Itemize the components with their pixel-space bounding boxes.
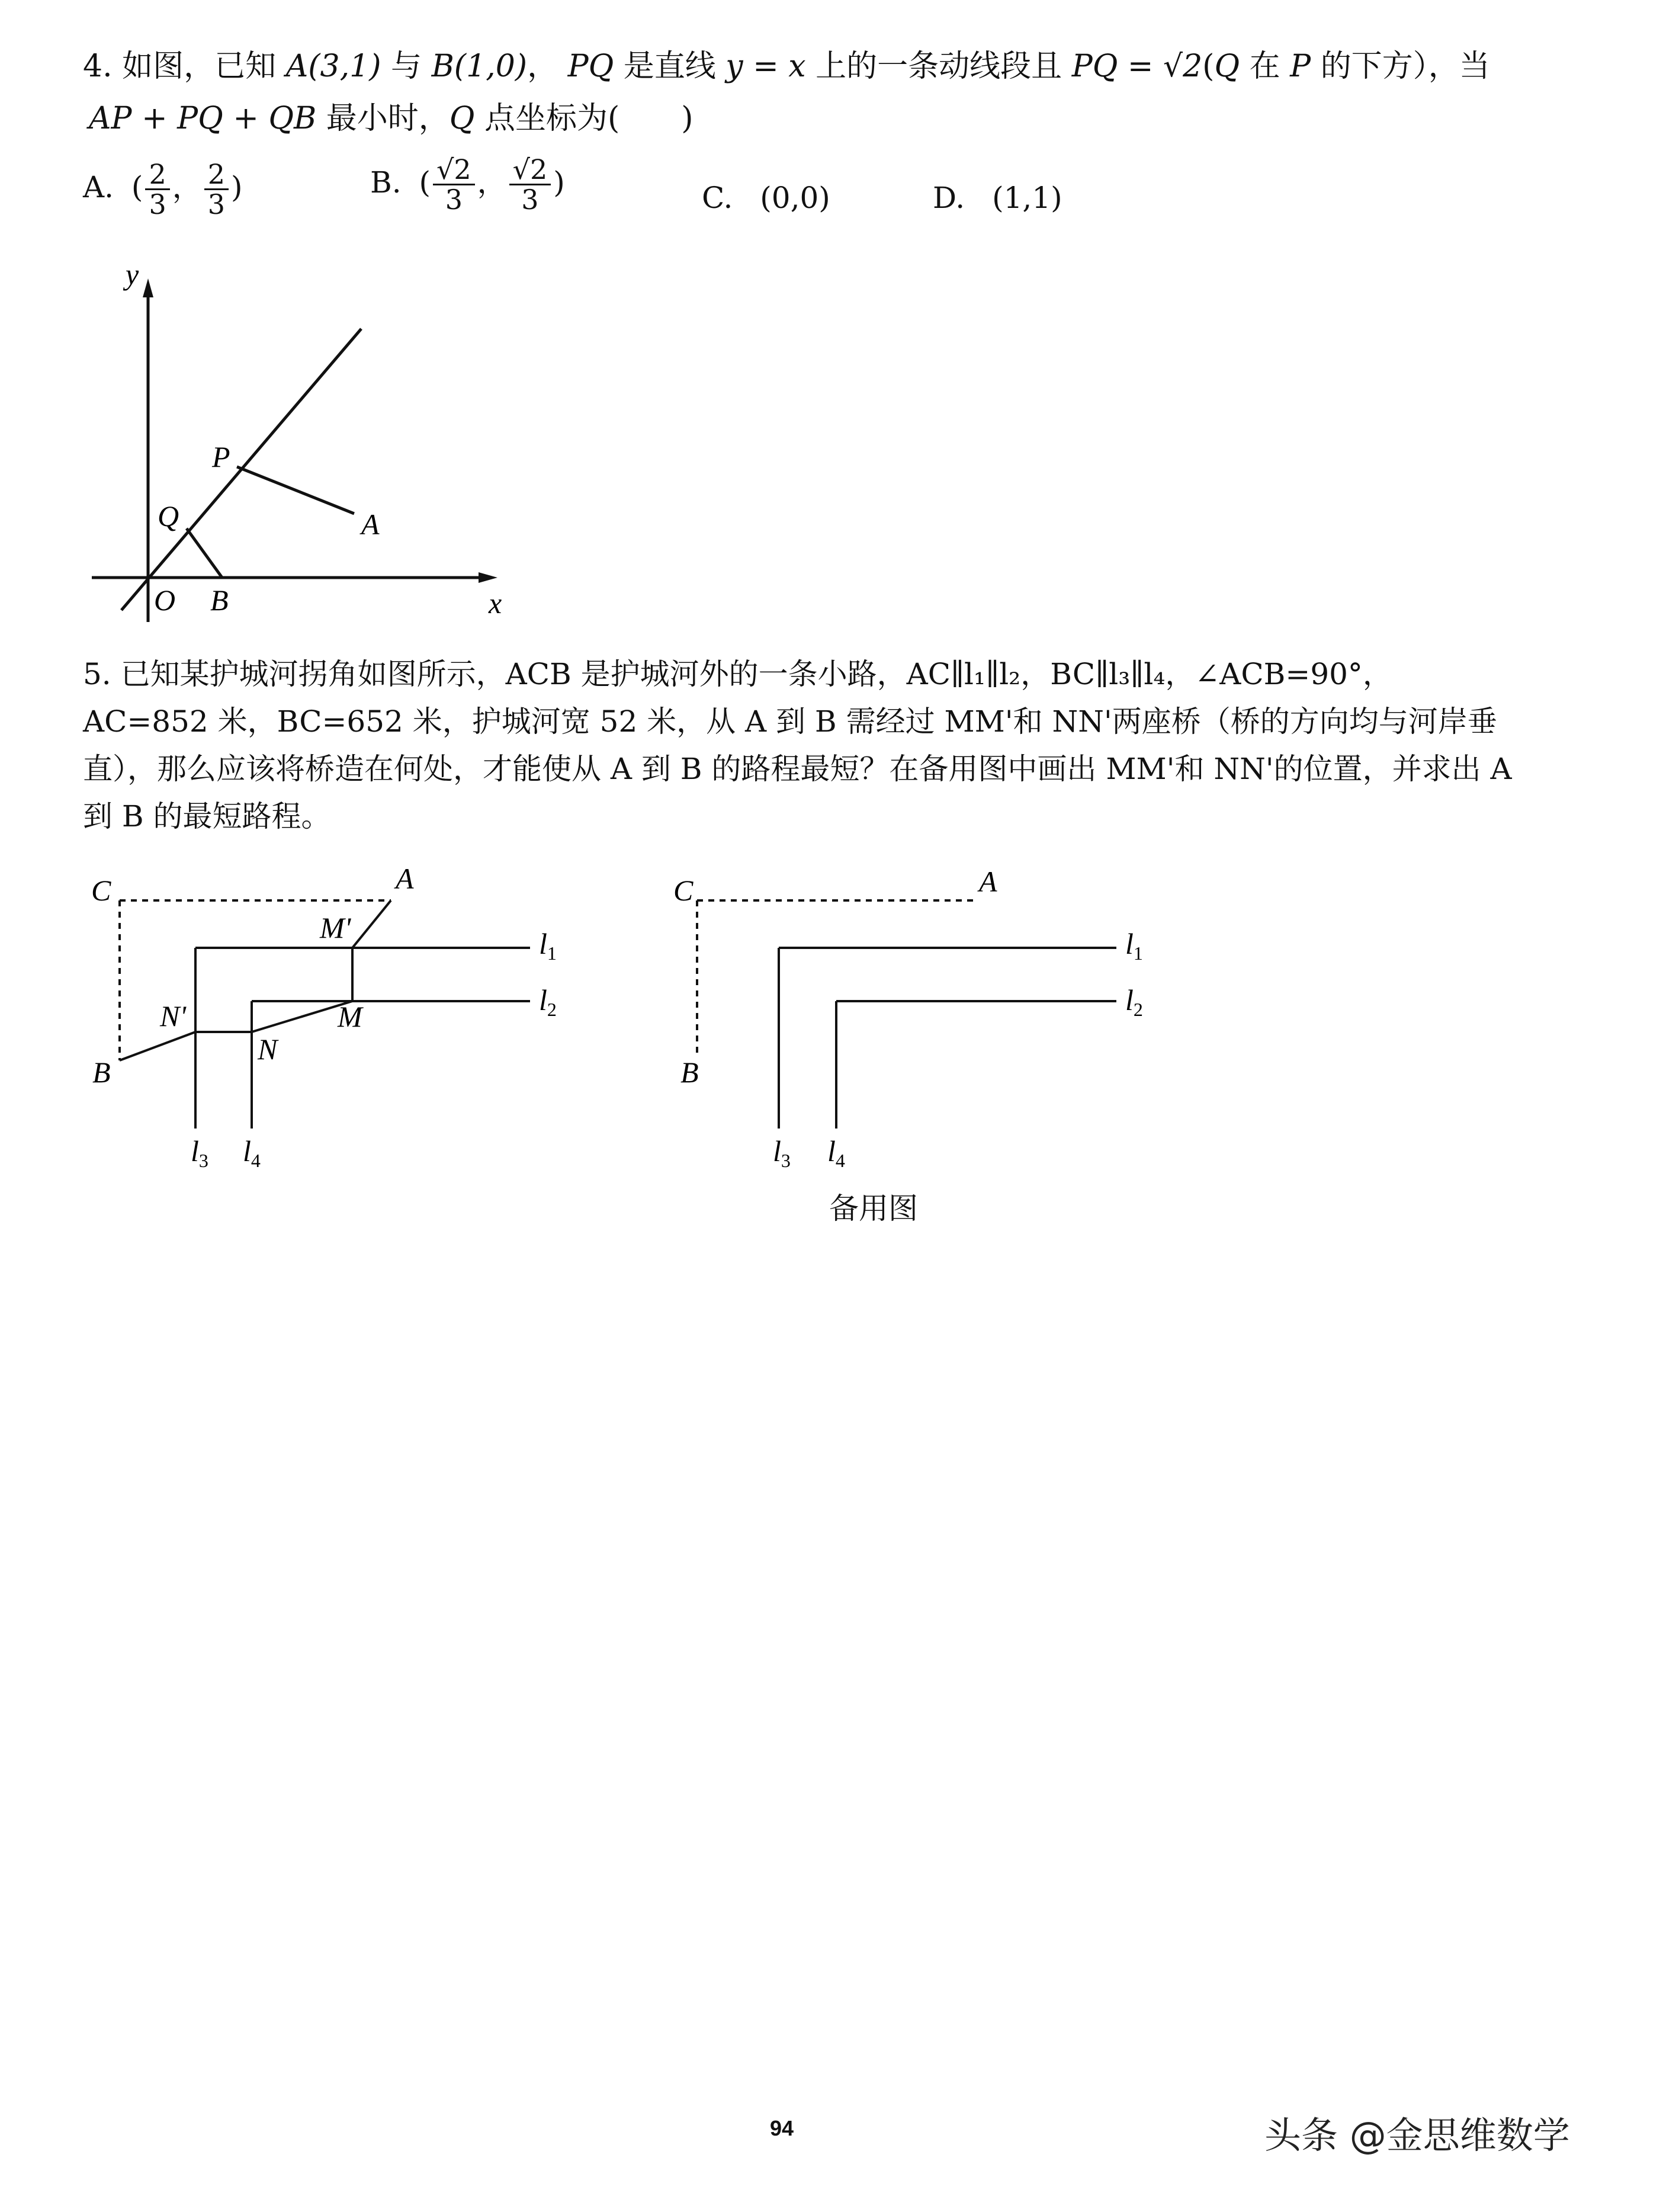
option-value: (1,1) <box>992 181 1062 215</box>
label-p: P <box>212 440 230 473</box>
option-value: (0,0) <box>760 181 830 215</box>
label-subscript: 4 <box>251 1150 261 1171</box>
denominator: 3 <box>521 184 539 216</box>
label-subscript: 1 <box>1133 942 1143 964</box>
q5-figure-backup <box>666 859 1176 1191</box>
numerator: √2 <box>433 155 475 185</box>
label-y: y <box>126 258 139 291</box>
label-l: l <box>773 1134 781 1168</box>
label-b: B <box>210 584 229 617</box>
denominator: 3 <box>149 188 166 221</box>
q4-option-d <box>933 181 1062 215</box>
numerator: 2 <box>145 160 169 190</box>
label-subscript: 4 <box>835 1150 845 1171</box>
denominator: 3 <box>445 184 463 216</box>
fraction <box>204 160 229 219</box>
q4-equation: y = x <box>725 49 806 84</box>
label-l: l <box>539 983 547 1017</box>
segment-qb <box>187 528 222 578</box>
option-label: D. <box>933 181 965 215</box>
label-l: l <box>191 1134 199 1168</box>
label-a: A <box>979 865 997 898</box>
label-l: l <box>243 1134 251 1168</box>
path-a-m1 <box>352 900 391 948</box>
label-a: A <box>361 508 380 541</box>
label-l: l <box>1125 927 1134 960</box>
q4-var-q: Q <box>449 101 475 136</box>
q4-text: 在 <box>1240 49 1290 84</box>
q4-pq-length: PQ = √2 <box>1071 49 1203 84</box>
q4-segment-pq: PQ <box>567 49 614 84</box>
backup-figure-caption: 备用图 <box>829 1191 918 1226</box>
q4-number: 4. <box>83 49 113 84</box>
label-n: N <box>258 1033 278 1066</box>
numerator: √2 <box>509 155 551 185</box>
label-l: l <box>1125 983 1134 1017</box>
label-c: C <box>673 874 694 907</box>
q4-text: 的下方），当 <box>1311 49 1490 84</box>
fraction <box>509 155 551 214</box>
label-c: C <box>91 874 111 907</box>
segment-pa <box>237 467 354 514</box>
label-subscript: 2 <box>547 999 557 1020</box>
option-label: A. <box>83 169 114 204</box>
label-l: l <box>827 1134 836 1168</box>
label-l: l <box>539 927 547 960</box>
label-subscript: 1 <box>547 942 557 964</box>
fraction <box>145 160 169 219</box>
denominator: 3 <box>207 188 225 221</box>
q5-text: 5. 已知某护城河拐角如图所示，ACB 是护城河外的一条小路，AC∥l₁∥l₂，BC∥l₃∥l₄，∠ACB=90°，AC=852 米，BC=652 米，护城河宽 52 米，从 A 到 B 需经过 MM'和 NN'两座桥（桥的方向均与河岸垂直），那么应该将桥造在何处，才能使从 A 到 B 的路程最短？在备用图中画出 MM'和 NN'的位置，并求出 A 到 B 的最短路程。 <box>83 657 1512 833</box>
q4-expression: AP + PQ + QB <box>89 101 317 136</box>
path-n1-b <box>120 1032 195 1060</box>
q4-var-p: P <box>1290 49 1311 84</box>
option-label: B. <box>370 165 402 200</box>
label-subscript: 3 <box>781 1150 791 1171</box>
label-subscript: 3 <box>198 1150 208 1171</box>
label-o: O <box>154 584 176 617</box>
label-l1 <box>1125 927 1143 964</box>
label-m: M <box>338 1000 362 1033</box>
label-l1 <box>539 927 557 964</box>
fraction <box>433 155 475 214</box>
q4-option-a: A. ( $\frac{2}{3}$ ， $\frac{2}{3}$ ) <box>83 158 243 221</box>
label-l4 <box>827 1134 845 1171</box>
q4-text: ， <box>527 49 558 84</box>
option-label: C. <box>702 181 733 215</box>
page-number: 94 <box>770 2116 794 2140</box>
numerator: 2 <box>204 160 229 190</box>
label-b: B <box>92 1056 111 1089</box>
watermark: 头条 @金思维数学 <box>1264 2114 1570 2157</box>
q4-text: 与 <box>381 49 432 84</box>
label-l4 <box>243 1134 261 1171</box>
q4-text: 点坐标为( ) <box>474 101 694 136</box>
q5-figure-main <box>83 859 592 1191</box>
q4-text: 上的一条动线段且 <box>805 49 1072 84</box>
q4-text: 如图，已知 <box>122 49 286 84</box>
q4-text: 最小时， <box>316 101 450 136</box>
label-x: x <box>489 586 502 620</box>
q4-line-1 <box>83 43 1490 90</box>
label-subscript: 2 <box>1133 999 1143 1020</box>
label-m-prime: M' <box>320 911 351 944</box>
label-a: A <box>396 862 414 895</box>
q4-figure <box>71 255 545 634</box>
q4-line-2 <box>89 95 694 142</box>
label-b: B <box>680 1056 699 1089</box>
label-l2 <box>539 983 557 1020</box>
label-n-prime: N' <box>160 999 187 1033</box>
label-l2 <box>1125 983 1143 1020</box>
q4-text: ( <box>1202 49 1215 84</box>
q4-option-b: B. ( $\frac{√2}{3}$ ， $\frac{√2}{3}$ ) <box>370 153 565 216</box>
q4-var-q: Q <box>1214 49 1240 84</box>
x-axis-arrow <box>479 572 497 583</box>
label-l3 <box>191 1134 208 1171</box>
q4-text: 是直线 <box>614 49 726 84</box>
q4-point-b: B(1,0) <box>431 49 528 84</box>
label-q: Q <box>158 499 179 533</box>
label-l3 <box>773 1134 791 1171</box>
q4-option-c <box>702 181 830 215</box>
q4-point-a: A(3,1) <box>285 49 381 84</box>
y-axis-arrow <box>143 278 153 297</box>
